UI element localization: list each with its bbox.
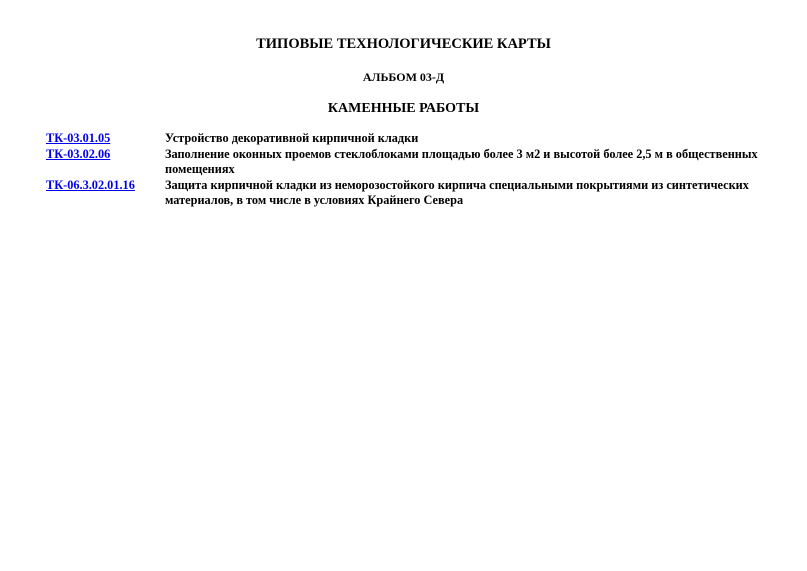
description-line: Защита кирпичной кладки из неморозостойкого кирпича специальными покрытиями из синтетических xyxy=(165,177,749,192)
description-line: помещениях xyxy=(165,162,235,176)
album-subtitle: АЛЬБОМ 03-Д xyxy=(362,70,445,84)
description-line: материалов, в том числе в условиях Крайнего Севера xyxy=(165,193,464,207)
document-description xyxy=(165,131,805,147)
document-link[interactable]: ТК-06.3.02.01.16 xyxy=(46,177,135,192)
document-link[interactable]: ТК-03.02.06 xyxy=(46,146,111,161)
list-item xyxy=(46,178,807,209)
document-description xyxy=(165,147,805,178)
list-item xyxy=(46,131,807,147)
document-link[interactable]: ТК-03.01.05 xyxy=(46,131,111,145)
list-item xyxy=(46,147,807,178)
page-title: ТИПОВЫЕ ТЕХНОЛОГИЧЕСКИЕ КАРТЫ xyxy=(256,36,551,52)
document-description xyxy=(165,178,805,209)
description-line: Устройство декоративной кирпичной кладки xyxy=(165,131,419,145)
section-title: КАМЕННЫЕ РАБОТЫ xyxy=(327,101,480,116)
description-line: Заполнение оконных проемов стеклоблоками площадью более 3 м2 и высотой более 2,5 м в общественных xyxy=(165,146,758,161)
document-list xyxy=(46,131,807,209)
